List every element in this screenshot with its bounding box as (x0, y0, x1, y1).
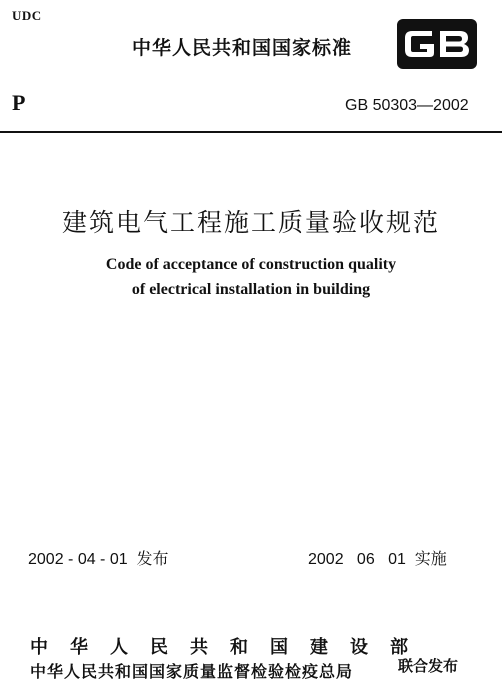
joint-issue-label: 联合发布 (398, 657, 459, 675)
implementation-date: 2002 06 01 实施 (308, 551, 447, 568)
standard-number: GB 50303—2002 (345, 97, 469, 114)
udc-label: UDC (12, 8, 42, 23)
title-chinese: 建筑电气工程施工质量验收规范 (61, 208, 440, 237)
publisher-ministry: 中华人民共和国建设部 (30, 637, 430, 658)
standard-type-heading: 中华人民共和国国家标准 (132, 37, 353, 59)
header-divider (0, 131, 502, 133)
publisher-aqsiq: 中华人民共和国国家质量监督检验检疫总局 (30, 662, 354, 681)
issue-date: 2002 - 04 - 01 发布 (28, 551, 169, 568)
gb-logo (396, 18, 478, 70)
classification-code: P (12, 90, 26, 115)
title-english-line2: of electrical installation in building (131, 281, 371, 298)
title-english-line1: Code of acceptance of construction quality (105, 256, 397, 273)
